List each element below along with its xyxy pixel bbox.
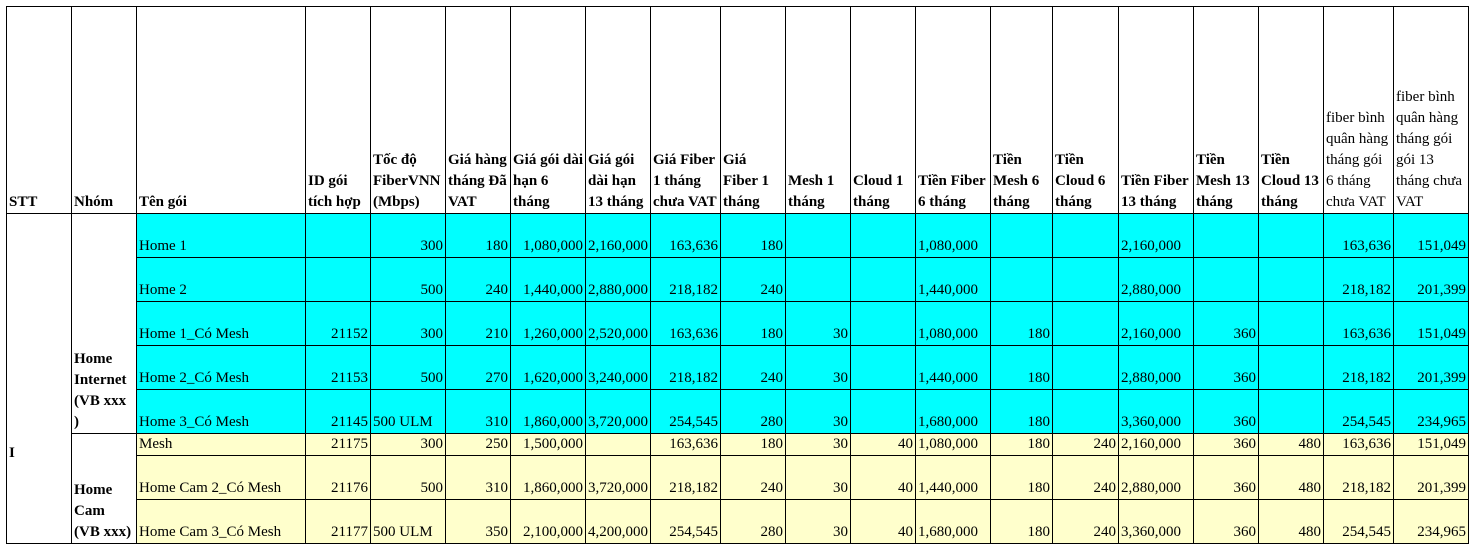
header-fiber-bq-6[interactable]: fiber bình quân hàng tháng gói 6 tháng chưa VAT: [1324, 7, 1394, 214]
cell-bq13[interactable]: 234,965: [1394, 500, 1469, 544]
cell-fiber1[interactable]: 180: [721, 434, 786, 456]
cell-toc-do[interactable]: 300: [371, 214, 446, 258]
cell-tien-mesh6[interactable]: 180: [991, 500, 1053, 544]
cell-tien-mesh13[interactable]: 360: [1194, 346, 1259, 390]
cell-tien-fiber13[interactable]: 2,880,000: [1119, 258, 1194, 302]
cell-cloud1[interactable]: 40: [851, 456, 916, 500]
cell-tien-fiber6[interactable]: 1,440,000: [916, 346, 991, 390]
cell-gia-13[interactable]: 2,880,000: [586, 258, 651, 302]
cell-tien-cloud13[interactable]: 480: [1259, 500, 1324, 544]
cell-tien-fiber13[interactable]: 2,160,000: [1119, 214, 1194, 258]
cell-tien-mesh6[interactable]: 180: [991, 390, 1053, 434]
header-ten-goi[interactable]: Tên gói: [137, 7, 306, 214]
cell-tien-mesh13[interactable]: 360: [1194, 456, 1259, 500]
cell-id[interactable]: 21152: [306, 302, 371, 346]
cell-tien-fiber13[interactable]: 2,880,000: [1119, 456, 1194, 500]
cell-fiber1-chua-vat[interactable]: 254,545: [651, 500, 721, 544]
table-row: [7, 390, 1469, 434]
header-fiber-bq-13[interactable]: fiber bình quân hàng tháng gói gói 13 tháng chưa VAT: [1394, 7, 1469, 214]
cell-ten-goi[interactable]: Home 3_Có Mesh: [137, 390, 306, 434]
cell-mesh1[interactable]: 30: [786, 346, 851, 390]
cell-bq6[interactable]: 218,182: [1324, 456, 1394, 500]
cell-mesh1[interactable]: 30: [786, 434, 851, 456]
cell-toc-do[interactable]: 500: [371, 258, 446, 302]
cell-gia-thang[interactable]: 310: [446, 390, 511, 434]
header-toc-do[interactable]: Tốc độ FiberVNN (Mbps): [371, 7, 446, 214]
cell-ten-goi[interactable]: Mesh: [137, 434, 306, 456]
cell-tien-mesh13[interactable]: [1194, 258, 1259, 302]
cell-bq13[interactable]: 151,049: [1394, 434, 1469, 456]
cell-fiber1[interactable]: 240: [721, 258, 786, 302]
cell-tien-cloud6[interactable]: [1053, 214, 1119, 258]
cell-tien-fiber13[interactable]: 3,360,000: [1119, 500, 1194, 544]
stt-cell[interactable]: I: [7, 214, 72, 544]
cell-ten-goi[interactable]: Home Cam 2_Có Mesh: [137, 456, 306, 500]
cell-mesh1[interactable]: [786, 214, 851, 258]
cell-fiber1[interactable]: 240: [721, 346, 786, 390]
cell-cloud1[interactable]: [851, 390, 916, 434]
cell-gia-6[interactable]: 1,260,000: [511, 302, 586, 346]
cell-gia-13[interactable]: 2,520,000: [586, 302, 651, 346]
table-row: [7, 500, 1469, 544]
cell-tien-cloud13[interactable]: [1259, 302, 1324, 346]
cell-mesh1[interactable]: [786, 258, 851, 302]
cell-tien-mesh13[interactable]: 360: [1194, 390, 1259, 434]
header-id-goi[interactable]: ID gói tích hợp: [306, 7, 371, 214]
cell-tien-cloud13[interactable]: 480: [1259, 434, 1324, 456]
cell-cloud1[interactable]: 40: [851, 434, 916, 456]
cell-tien-mesh6[interactable]: 180: [991, 346, 1053, 390]
cell-bq6[interactable]: 163,636: [1324, 214, 1394, 258]
header-tien-fiber-6[interactable]: Tiền Fiber 6 tháng: [916, 7, 991, 214]
cell-toc-do[interactable]: 500 ULM: [371, 390, 446, 434]
header-tien-mesh-13[interactable]: Tiền Mesh 13 tháng: [1194, 7, 1259, 214]
cell-gia-6[interactable]: 1,080,000: [511, 214, 586, 258]
header-tien-mesh-6[interactable]: Tiền Mesh 6 tháng: [991, 7, 1053, 214]
cell-toc-do[interactable]: 500: [371, 346, 446, 390]
cell-tien-mesh13[interactable]: 360: [1194, 302, 1259, 346]
cell-mesh1[interactable]: 30: [786, 456, 851, 500]
cell-fiber1-chua-vat[interactable]: 254,545: [651, 390, 721, 434]
header-mesh-1[interactable]: Mesh 1 tháng: [786, 7, 851, 214]
cell-cloud1[interactable]: 40: [851, 500, 916, 544]
cell-cloud1[interactable]: [851, 302, 916, 346]
header-row: [7, 7, 1469, 214]
table-row: [7, 456, 1469, 500]
table-row: [7, 302, 1469, 346]
cell-toc-do[interactable]: 500 ULM: [371, 500, 446, 544]
header-gia-hang-thang[interactable]: Giá hàng tháng Đã VAT: [446, 7, 511, 214]
cell-gia-thang[interactable]: 250: [446, 434, 511, 456]
cell-tien-cloud6[interactable]: [1053, 258, 1119, 302]
cell-tien-cloud6[interactable]: 240: [1053, 434, 1119, 456]
cell-gia-thang[interactable]: 180: [446, 214, 511, 258]
group-home-internet[interactable]: Home Internet (VB xxx ): [72, 214, 137, 434]
cell-bq6[interactable]: 254,545: [1324, 390, 1394, 434]
cell-tien-cloud13[interactable]: [1259, 346, 1324, 390]
cell-id[interactable]: 21175: [306, 434, 371, 456]
cell-fiber1[interactable]: 240: [721, 456, 786, 500]
cell-gia-6[interactable]: 2,100,000: [511, 500, 586, 544]
header-stt[interactable]: STT: [7, 7, 72, 214]
cell-bq13[interactable]: 234,965: [1394, 390, 1469, 434]
table-row: [7, 346, 1469, 390]
cell-bq6[interactable]: 218,182: [1324, 346, 1394, 390]
header-tien-cloud-13[interactable]: Tiền Cloud 13 tháng: [1259, 7, 1324, 214]
cell-gia-13[interactable]: 3,720,000: [586, 390, 651, 434]
cell-gia-thang[interactable]: 350: [446, 500, 511, 544]
cell-tien-cloud13[interactable]: [1259, 390, 1324, 434]
cell-fiber1[interactable]: 180: [721, 214, 786, 258]
cell-tien-fiber13[interactable]: 3,360,000: [1119, 390, 1194, 434]
cell-gia-thang[interactable]: 270: [446, 346, 511, 390]
cell-gia-thang[interactable]: 310: [446, 456, 511, 500]
cell-tien-fiber6[interactable]: 1,680,000: [916, 390, 991, 434]
table-row: [7, 258, 1469, 302]
cell-tien-cloud6[interactable]: [1053, 346, 1119, 390]
cell-tien-cloud6[interactable]: [1053, 390, 1119, 434]
cell-gia-6[interactable]: 1,440,000: [511, 258, 586, 302]
cell-id[interactable]: 21153: [306, 346, 371, 390]
cell-cloud1[interactable]: [851, 258, 916, 302]
cell-bq13[interactable]: 151,049: [1394, 302, 1469, 346]
cell-bq13[interactable]: 151,049: [1394, 214, 1469, 258]
cell-tien-mesh13[interactable]: 360: [1194, 434, 1259, 456]
cell-tien-fiber6[interactable]: 1,080,000: [916, 214, 991, 258]
cell-ten-goi[interactable]: Home 1: [137, 214, 306, 258]
cell-mesh1[interactable]: 30: [786, 500, 851, 544]
cell-tien-cloud6[interactable]: 240: [1053, 456, 1119, 500]
cell-tien-mesh6[interactable]: 180: [991, 434, 1053, 456]
cell-gia-13[interactable]: 2,160,000: [586, 214, 651, 258]
cell-id[interactable]: 21145: [306, 390, 371, 434]
cell-ten-goi[interactable]: Home Cam 3_Có Mesh: [137, 500, 306, 544]
cell-fiber1[interactable]: 280: [721, 390, 786, 434]
cell-ten-goi[interactable]: Home 1_Có Mesh: [137, 302, 306, 346]
cell-tien-mesh6[interactable]: 180: [991, 302, 1053, 346]
header-gia-fiber-1[interactable]: Giá Fiber 1 tháng: [721, 7, 786, 214]
cell-ten-goi[interactable]: Home 2: [137, 258, 306, 302]
cell-tien-fiber13[interactable]: 2,160,000: [1119, 434, 1194, 456]
cell-id[interactable]: 21177: [306, 500, 371, 544]
cell-tien-fiber6[interactable]: 1,080,000: [916, 302, 991, 346]
cell-bq6[interactable]: 163,636: [1324, 434, 1394, 456]
cell-toc-do[interactable]: 500: [371, 456, 446, 500]
cell-cloud1[interactable]: [851, 346, 916, 390]
cell-bq13[interactable]: 201,399: [1394, 456, 1469, 500]
cell-bq6[interactable]: 163,636: [1324, 302, 1394, 346]
cell-gia-13[interactable]: 4,200,000: [586, 500, 651, 544]
header-gia-goi-6[interactable]: Giá gói dài hạn 6 tháng: [511, 7, 586, 214]
cell-fiber1-chua-vat[interactable]: 163,636: [651, 214, 721, 258]
cell-tien-mesh13[interactable]: [1194, 214, 1259, 258]
cell-mesh1[interactable]: 30: [786, 390, 851, 434]
header-tien-fiber-13[interactable]: Tiền Fiber 13 tháng: [1119, 7, 1194, 214]
cell-tien-cloud6[interactable]: [1053, 302, 1119, 346]
cell-mesh1[interactable]: 30: [786, 302, 851, 346]
cell-tien-mesh6[interactable]: [991, 214, 1053, 258]
header-gia-fiber-1-chua-vat[interactable]: Giá Fiber 1 tháng chưa VAT: [651, 7, 721, 214]
cell-toc-do[interactable]: 300: [371, 434, 446, 456]
cell-gia-13[interactable]: [586, 434, 651, 456]
cell-bq6[interactable]: 218,182: [1324, 258, 1394, 302]
cell-tien-fiber13[interactable]: 2,160,000: [1119, 302, 1194, 346]
cell-gia-6[interactable]: 1,620,000: [511, 346, 586, 390]
cell-gia-13[interactable]: 3,720,000: [586, 456, 651, 500]
cell-ten-goi[interactable]: Home 2_Có Mesh: [137, 346, 306, 390]
cell-tien-mesh6[interactable]: 180: [991, 456, 1053, 500]
header-gia-goi-13[interactable]: Giá gói dài hạn 13 tháng: [586, 7, 651, 214]
header-nhom[interactable]: Nhóm: [72, 7, 137, 214]
cell-bq13[interactable]: 201,399: [1394, 258, 1469, 302]
table-row: [7, 214, 1469, 258]
cell-toc-do[interactable]: 300: [371, 302, 446, 346]
cell-tien-mesh6[interactable]: [991, 258, 1053, 302]
cell-cloud1[interactable]: [851, 214, 916, 258]
cell-fiber1-chua-vat[interactable]: 218,182: [651, 346, 721, 390]
cell-bq6[interactable]: 254,545: [1324, 500, 1394, 544]
table-row: [7, 434, 1469, 456]
cell-gia-6[interactable]: 1,500,000: [511, 434, 586, 456]
cell-tien-cloud13[interactable]: 480: [1259, 456, 1324, 500]
cell-tien-cloud6[interactable]: 240: [1053, 500, 1119, 544]
cell-fiber1-chua-vat[interactable]: 163,636: [651, 302, 721, 346]
cell-tien-cloud13[interactable]: [1259, 258, 1324, 302]
group-home-cam[interactable]: Home Cam (VB xxx): [72, 434, 137, 544]
header-tien-cloud-6[interactable]: Tiền Cloud 6 tháng: [1053, 7, 1119, 214]
cell-fiber1-chua-vat[interactable]: 218,182: [651, 258, 721, 302]
cell-gia-thang[interactable]: 210: [446, 302, 511, 346]
pricing-table: [6, 6, 1469, 544]
cell-tien-fiber6[interactable]: 1,080,000: [916, 434, 991, 456]
cell-gia-6[interactable]: 1,860,000: [511, 456, 586, 500]
cell-tien-fiber13[interactable]: 2,880,000: [1119, 346, 1194, 390]
cell-tien-fiber6[interactable]: 1,440,000: [916, 456, 991, 500]
cell-fiber1-chua-vat[interactable]: 163,636: [651, 434, 721, 456]
cell-fiber1-chua-vat[interactable]: 218,182: [651, 456, 721, 500]
cell-fiber1[interactable]: 280: [721, 500, 786, 544]
cell-gia-6[interactable]: 1,860,000: [511, 390, 586, 434]
cell-bq13[interactable]: 201,399: [1394, 346, 1469, 390]
cell-tien-fiber6[interactable]: 1,440,000: [916, 258, 991, 302]
cell-fiber1[interactable]: 180: [721, 302, 786, 346]
cell-tien-fiber6[interactable]: 1,680,000: [916, 500, 991, 544]
cell-gia-thang[interactable]: 240: [446, 258, 511, 302]
header-cloud-1[interactable]: Cloud 1 tháng: [851, 7, 916, 214]
cell-tien-mesh13[interactable]: 360: [1194, 500, 1259, 544]
cell-id[interactable]: [306, 214, 371, 258]
cell-id[interactable]: 21176: [306, 456, 371, 500]
cell-gia-13[interactable]: 3,240,000: [586, 346, 651, 390]
cell-tien-cloud13[interactable]: [1259, 214, 1324, 258]
cell-id[interactable]: [306, 258, 371, 302]
